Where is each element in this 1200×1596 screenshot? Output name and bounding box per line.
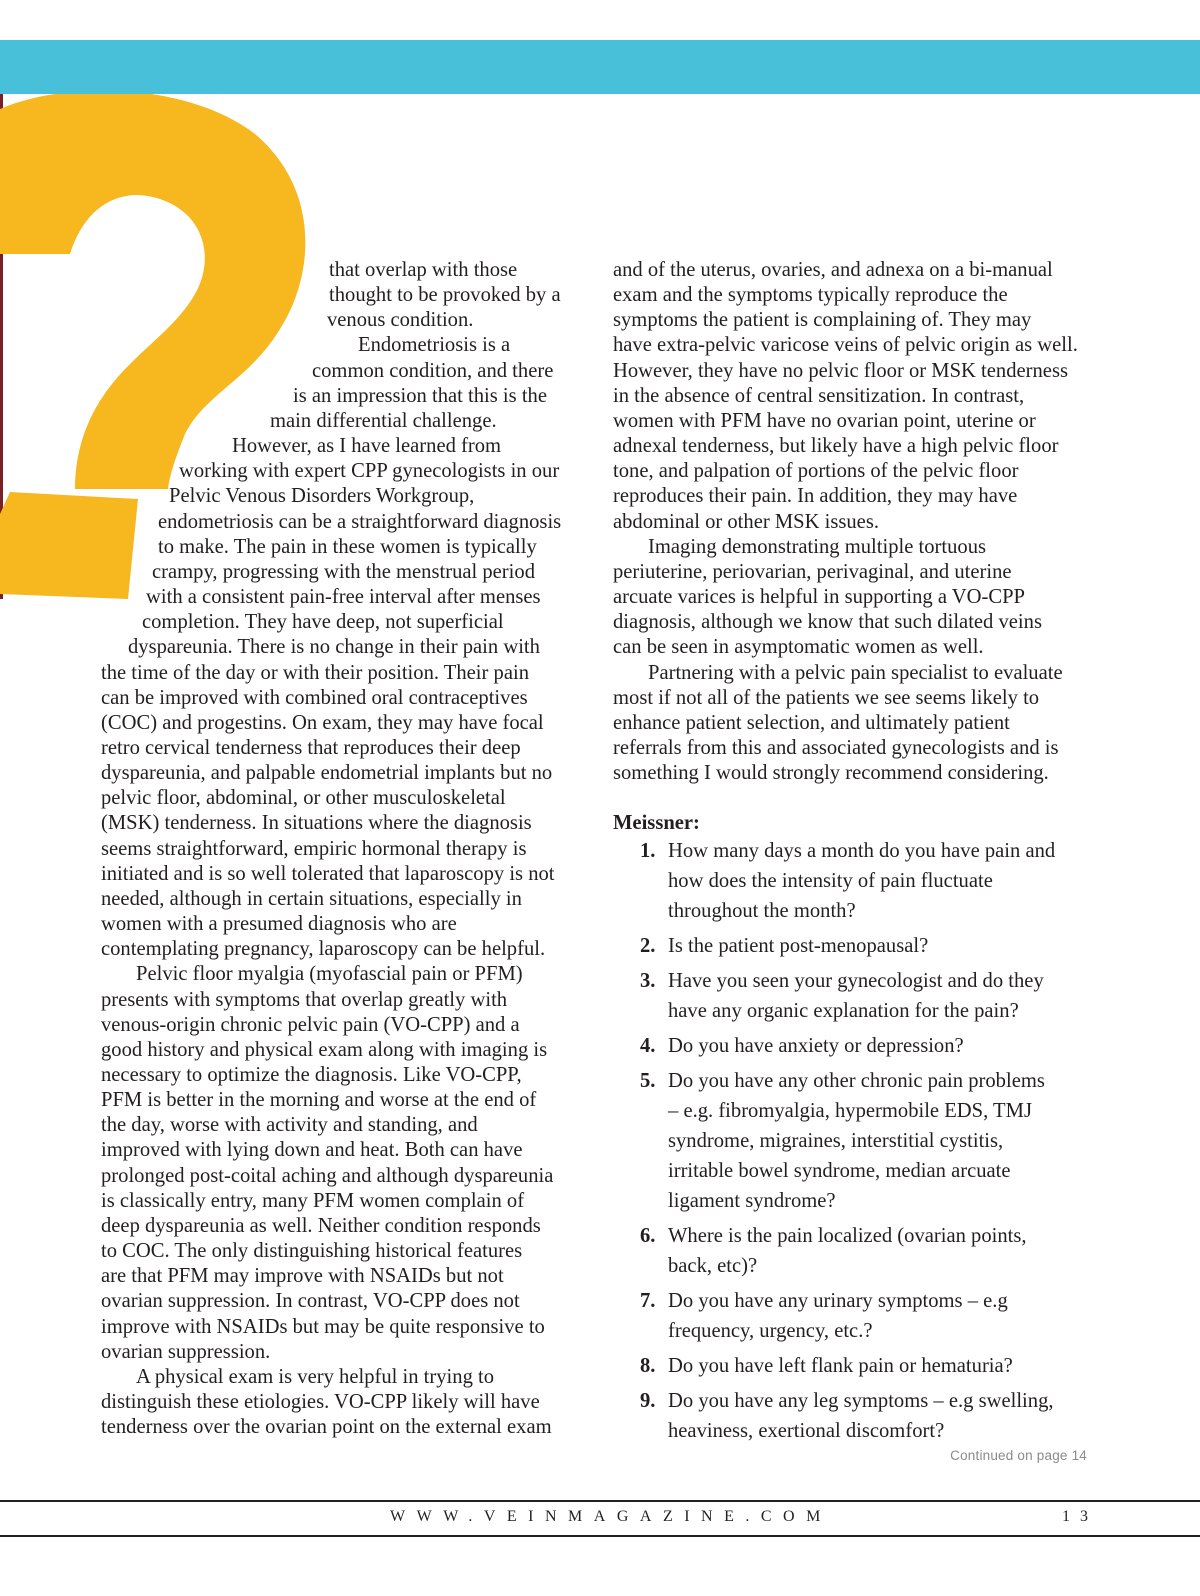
text-line: PFM is better in the morning and worse at the end of (101, 1089, 537, 1112)
text-line: distinguish these etiologies. VO-CPP likely will have (101, 1391, 540, 1414)
text-line: referrals from this and associated gynecologists and is (613, 736, 1059, 759)
text-line: can be improved with combined oral contraceptives (101, 686, 528, 709)
question-list (613, 836, 1093, 1446)
text-line: improve with NSAIDs but may be quite responsive to (101, 1315, 545, 1338)
list-item (613, 1286, 1093, 1346)
section-heading: Meissner: (613, 812, 700, 835)
text-line: Endometriosis is a (358, 334, 511, 357)
list-item (613, 1066, 1093, 1216)
text-line: needed, although in certain situations, especially in (101, 887, 522, 910)
footer-rule-top (0, 1500, 1200, 1502)
text-line: exam and the symptoms typically reproduce the (613, 284, 1008, 307)
text-line: dyspareunia. There is no change in their pain with (128, 636, 540, 659)
text-line: ovarian suppression. (101, 1340, 271, 1363)
text-line: Do you have any leg symptoms – e.g swelling, (668, 1390, 1054, 1413)
text-line: frequency, urgency, etc.? (668, 1320, 873, 1343)
text-line: common condition, and there (312, 359, 554, 382)
text-line: have extra-pelvic varicose veins of pelvic origin as well. (613, 334, 1078, 357)
paragraph (101, 333, 581, 962)
text-line: Partnering with a pelvic pain specialist to evaluate (648, 661, 1063, 684)
text-line: is classically entry, many PFM women complain of (101, 1189, 525, 1212)
text-line: endometriosis can be a straightforward diagnosis (158, 510, 562, 533)
paragraph (101, 258, 581, 333)
text-line: can be seen in asymptomatic women as well. (613, 636, 984, 659)
text-line: is an impression that this is the (293, 384, 547, 407)
paragraph (613, 661, 1093, 787)
text-line: crampy, progressing with the menstrual period (152, 560, 535, 583)
text-line: However, as I have learned from (232, 435, 502, 458)
text-line: and of the uterus, ovaries, and adnexa on a bi-manual (613, 259, 1053, 281)
list-item (613, 1221, 1093, 1281)
list-item (613, 1386, 1093, 1446)
footer-website: WWW.VEINMAGAZINE.COM (390, 1508, 832, 1525)
text-line: deep dyspareunia as well. Neither condition responds (101, 1214, 541, 1237)
list-number: 6. (640, 1225, 656, 1248)
text-line: (COC) and progestins. On exam, they may have focal (101, 711, 544, 734)
list-number: 9. (640, 1390, 656, 1413)
text-line: necessary to optimize the diagnosis. Like VO-CPP, (101, 1064, 522, 1086)
text-line: tenderness over the ovarian point on the external exam (101, 1416, 552, 1439)
text-line: Is the patient post-menopausal? (668, 935, 929, 958)
text-line: (MSK) tenderness. In situations where the diagnosis (101, 812, 532, 835)
text-line: Do you have any urinary symptoms – e.g (668, 1290, 1008, 1313)
paragraph (613, 258, 1093, 535)
text-line: in the absence of central sensitization. In contrast, (613, 384, 1025, 407)
text-line: most if not all of the patients we see seems likely to (613, 686, 1040, 709)
text-line: tone, and palpation of portions of the pelvic floor (613, 460, 1019, 483)
text-line: seems straightforward, empiric hormonal therapy is (101, 837, 527, 860)
text-line: venous-origin chronic pelvic pain (VO-CPP) and a (101, 1013, 520, 1036)
text-line: women with PFM have no ovarian point, uterine or (613, 409, 1036, 432)
text-line: periuterine, periovarian, perivaginal, and uterine (613, 560, 1012, 583)
text-line: the time of the day or with their position. Their pain (101, 661, 529, 684)
text-line: Have you seen your gynecologist and do they (668, 970, 1044, 993)
text-line: that overlap with those (329, 259, 518, 281)
list-number: 4. (640, 1035, 656, 1058)
text-line: retro cervical tenderness that reproduces their deep (101, 736, 521, 759)
text-line: with a consistent pain-free interval after menses (146, 586, 541, 609)
text-line: ligament syndrome? (668, 1190, 836, 1213)
article-right-column (613, 258, 1093, 1451)
text-line: pelvic floor, abdominal, or other musculoskeletal (101, 787, 506, 810)
text-line: Pelvic Venous Disorders Workgroup, (169, 485, 475, 508)
text-line: thought to be provoked by a (329, 284, 561, 307)
text-line: Where is the pain localized (ovarian points, (668, 1225, 1027, 1248)
text-line: adnexal tenderness, but likely have a high pelvic floor (613, 435, 1059, 458)
header-color-bar (0, 40, 1200, 94)
list-number: 1. (640, 840, 656, 863)
text-line: – e.g. fibromyalgia, hypermobile EDS, TMJ (668, 1100, 1032, 1123)
text-line: initiated and is so well tolerated that laparoscopy is not (101, 862, 555, 885)
list-number: 3. (640, 970, 656, 993)
list-number: 5. (640, 1070, 656, 1093)
text-line: Do you have left flank pain or hematuria? (668, 1355, 1013, 1378)
text-line: abdominal or other MSK issues. (613, 510, 879, 533)
text-line: syndrome, migraines, interstitial cystitis, (668, 1130, 1004, 1153)
text-line: Do you have any other chronic pain problems (668, 1070, 1045, 1093)
text-line: to COC. The only distinguishing historical features (101, 1240, 523, 1263)
text-line: enhance patient selection, and ultimately patient (613, 711, 1010, 734)
text-line: How many days a month do you have pain and (668, 840, 1056, 863)
text-line: to make. The pain in these women is typically (158, 535, 537, 558)
text-line: However, they have no pelvic floor or MSK tenderness (613, 359, 1068, 382)
list-item (613, 1351, 1093, 1381)
text-line: dyspareunia, and palpable endometrial implants but no (101, 762, 553, 785)
text-line: Imaging demonstrating multiple tortuous (648, 535, 987, 558)
text-line: Do you have anxiety or depression? (668, 1035, 964, 1058)
list-number: 2. (640, 935, 656, 958)
list-number: 8. (640, 1355, 656, 1378)
paragraph (101, 1365, 581, 1440)
text-line: something I would strongly recommend considering. (613, 762, 1049, 785)
paragraph (613, 535, 1093, 661)
text-line: A physical exam is very helpful in trying to (136, 1365, 495, 1388)
text-line: arcuate varices is helpful in supporting a VO-CPP (613, 586, 1025, 609)
text-line: main differential challenge. (270, 409, 497, 432)
text-line: diagnosis, although we know that such dilated veins (613, 611, 1042, 634)
text-line: Pelvic floor myalgia (myofascial pain or PFM) (136, 963, 523, 986)
text-line: throughout the month? (668, 900, 856, 923)
list-item (613, 931, 1093, 961)
continued-note: Continued on page 14 (950, 1448, 1087, 1463)
text-line: working with expert CPP gynecologists in our (179, 460, 560, 483)
text-line: presents with symptoms that overlap greatly with (101, 988, 508, 1011)
list-number: 7. (640, 1290, 656, 1313)
list-item (613, 966, 1093, 1026)
text-line: heaviness, exertional discomfort? (668, 1420, 945, 1443)
text-line: improved with lying down and heat. Both can have (101, 1139, 523, 1162)
text-line: reproduces their pain. In addition, they may have (613, 485, 1018, 508)
list-item (613, 1031, 1093, 1061)
text-line: ovarian suppression. In contrast, VO-CPP does not (101, 1290, 520, 1313)
footer-rule-bottom (0, 1535, 1200, 1537)
text-line: are that PFM may improve with NSAIDs but not (101, 1265, 504, 1288)
paragraph (101, 962, 581, 1365)
text-line: venous condition. (327, 309, 474, 332)
text-line: irritable bowel syndrome, median arcuate (668, 1160, 1011, 1183)
text-line: symptoms the patient is complaining of. They may (613, 309, 1032, 332)
text-line: completion. They have deep, not superficial (142, 611, 504, 634)
text-line: contemplating pregnancy, laparoscopy can be helpful. (101, 938, 546, 961)
text-line: good history and physical exam along with imaging is (101, 1038, 548, 1061)
article-left-column (101, 258, 581, 1440)
text-line: have any organic explanation for the pain? (668, 1000, 1019, 1023)
text-line: women with a presumed diagnosis who are (101, 913, 457, 936)
text-line: how does the intensity of pain fluctuate (668, 870, 993, 893)
list-item (613, 836, 1093, 926)
page-number: 13 (1062, 1508, 1098, 1525)
text-line: back, etc)? (668, 1255, 758, 1278)
text-line: the day, worse with activity and standing, and (101, 1114, 478, 1137)
text-line: prolonged post-coital aching and although dyspareunia (101, 1164, 554, 1187)
